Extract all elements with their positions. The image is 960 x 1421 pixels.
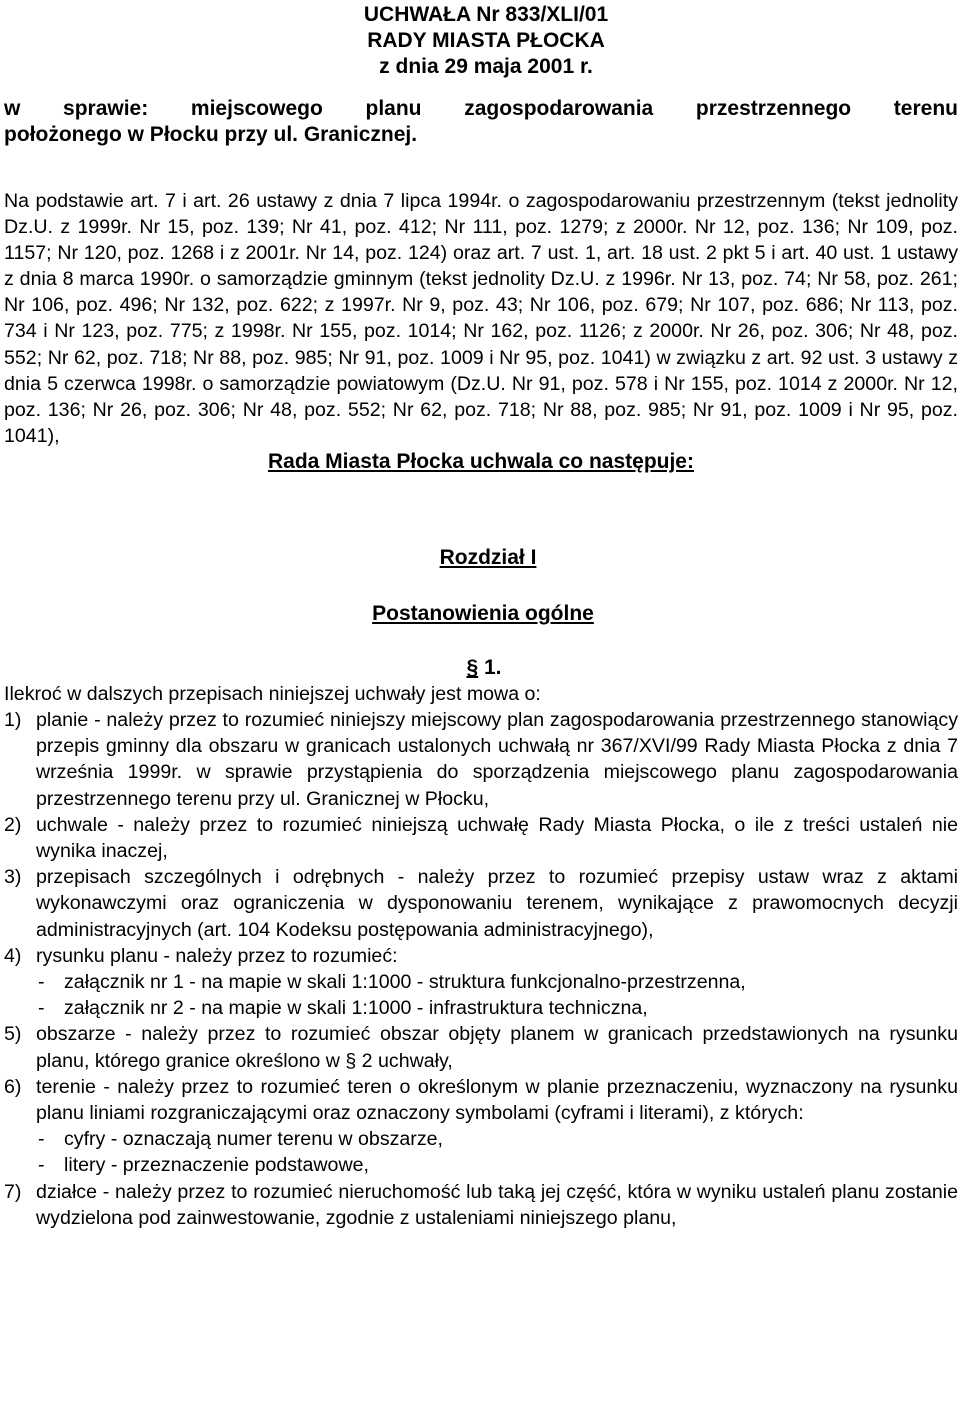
definitions-list [4, 707, 958, 1231]
chapter-number: Rozdział I [439, 545, 537, 569]
resolution-date: z dnia 29 maja 2001 r. [379, 55, 593, 78]
sublist-item [36, 995, 958, 1021]
definition-text: rysunku planu - należy przez to rozumieć: [36, 944, 398, 967]
definition-item [4, 1074, 958, 1179]
section-sign: § [466, 655, 479, 679]
definition-item [4, 1179, 958, 1231]
subject-line-1: w sprawie: miejscowego planu zagospodarowania przestrzennego terenu [4, 97, 958, 120]
council-resolves-heading [4, 449, 958, 475]
sublist-item-text: załącznik nr 2 - na mapie w skali 1:1000 - infrastruktura techniczna, [64, 997, 648, 1020]
definition-number: 7) [4, 1180, 22, 1203]
legal-basis-paragraph: Na podstawie art. 7 i art. 26 ustawy z dnia 7 lipca 1994r. o zagospodarowaniu przestrzennym (tekst jednolity Dz.U. z 1999r. Nr 15, poz. 139; Nr 41, poz. 412; Nr 111, poz. 1279; z 2000r. Nr 12, poz. 136; Nr 109, poz. 1157; Nr 120, poz. 1268 i z 2001r. Nr 14, poz. 124) oraz art. 7 ust. 1, art. 18 ust. 2 pkt 5 i art. 40 ust. 1 ustawy z dnia 8 marca 1990r. o samorządzie gminnym (tekst jednolity Dz.U. z 1996r. Nr 13, poz. 74; Nr 58, poz. 261; Nr 106, poz. 496; Nr 132, poz. 622; z 1997r. Nr 9, poz. 43; Nr 106, poz. 679; Nr 107, poz. 686; Nr 113, poz. 734 i Nr 123, poz. 775; z 1998r. Nr 155, poz. 1014; Nr 162, poz. 1126; z 2000r. Nr 26, poz. 306; Nr 48, poz. 552; Nr 62, poz. 718; Nr 88, poz. 985; Nr 91, poz. 1009 i Nr 95, poz. 1041) w związku z art. 92 ust. 3 ustawy z dnia 5 czerwca 1998r. o samorządzie powiatowym (Dz.U. Nr 91, poz. 578 i Nr 155, poz. 1014 z 2000r. Nr 12, poz. 136; Nr 26, poz. 306; Nr 48, poz. 552; Nr 62, poz. 718; Nr 88, poz. 985; Nr 91, poz. 1009 i Nr 95, poz. 1041), [4, 190, 958, 447]
definition-text: terenie - należy przez to rozumieć teren o określonym w planie przeznaczeniu, wyznaczony na rysunku planu liniami rozgraniczającymi oraz oznaczony symbolami (cyframi i literami), z których: [36, 1075, 958, 1124]
document-page [4, 0, 958, 1231]
section-number: 1. [484, 655, 502, 679]
definition-number: 1) [4, 708, 22, 731]
dash-marker: - [38, 970, 45, 993]
definition-text: uchwale - należy przez to rozumieć niniejszą uchwałę Rady Miasta Płocka, o ile z treści ustaleń nie wynika inaczej, [36, 813, 958, 862]
sublist-item [36, 1152, 958, 1178]
definition-item [4, 1021, 958, 1073]
sublist-item-text: litery - przeznaczenie podstawowe, [64, 1154, 369, 1177]
dash-marker: - [38, 997, 45, 1020]
issuing-body: RADY MIASTA PŁOCKA [367, 29, 605, 52]
document-header [4, 2, 958, 80]
definitions-intro: Ilekroć w dalszych przepisach niniejszej uchwały jest mowa o: [4, 682, 541, 705]
definition-text: obszarze - należy przez to rozumieć obszar objęty planem w granicach przedstawionych na rysunku planu, którego granice określono w § 2 uchwały, [36, 1023, 958, 1072]
definition-number: 2) [4, 813, 22, 836]
definition-text: przepisach szczególnych i odrębnych - należy przez to rozumieć przepisy ustaw wraz z aktami wykonawczymi oraz ograniczenia w dysponowaniu terenem, wynikające z prawomocnych decyzji administracyjnych (art. 104 Kodeksu postępowania administracyjnego), [36, 866, 958, 941]
sublist-item-text: załącznik nr 1 - na mapie w skali 1:1000 - struktura funkcjonalno-przestrzenna, [64, 970, 746, 993]
council-resolves-text: Rada Miasta Płocka uchwala co następuje: [268, 449, 694, 473]
resolution-number: UCHWAŁA Nr 833/XLI/01 [363, 3, 609, 26]
definition-number: 6) [4, 1075, 22, 1098]
definition-number: 5) [4, 1023, 22, 1046]
dash-marker: - [38, 1128, 45, 1151]
definition-number: 4) [4, 944, 22, 967]
definition-text: działce - należy przez to rozumieć nieruchomość lub taką jej część, która w wyniku ustaleń planu zostanie wydzielona pod zainwestowanie, zgodnie z ustaleniami niniejszego planu, [36, 1180, 958, 1229]
definition-item [4, 943, 958, 1022]
definition-number: 3) [4, 866, 22, 889]
definition-sublist [36, 1126, 958, 1178]
chapter-title: Postanowienia ogólne [372, 601, 594, 625]
dash-marker: - [38, 1154, 45, 1177]
section-heading [4, 655, 958, 681]
sublist-item [36, 969, 958, 995]
definition-item [4, 812, 958, 864]
definition-item [4, 864, 958, 943]
subject-line-2: położonego w Płocku przy ul. Granicznej. [4, 123, 418, 146]
definition-item [4, 707, 958, 812]
definition-text: planie - należy przez to rozumieć niniejszy miejscowy plan zagospodarowania przestrzennego stanowiący przepis gminny dla obszaru w granicach ustalonych uchwałą nr 367/XVI/99 Rady Miasta Płocka z dnia 7 września 1999r. w sprawie przystąpienia do sporządzenia miejscowego planu zagospodarowania przestrzennego terenu przy ul. Granicznej w Płocku, [36, 708, 958, 810]
resolution-subject [4, 96, 958, 148]
definition-sublist [36, 969, 958, 1021]
sublist-item [36, 1126, 958, 1152]
sublist-item-text: cyfry - oznaczają numer terenu w obszarze, [64, 1128, 443, 1151]
